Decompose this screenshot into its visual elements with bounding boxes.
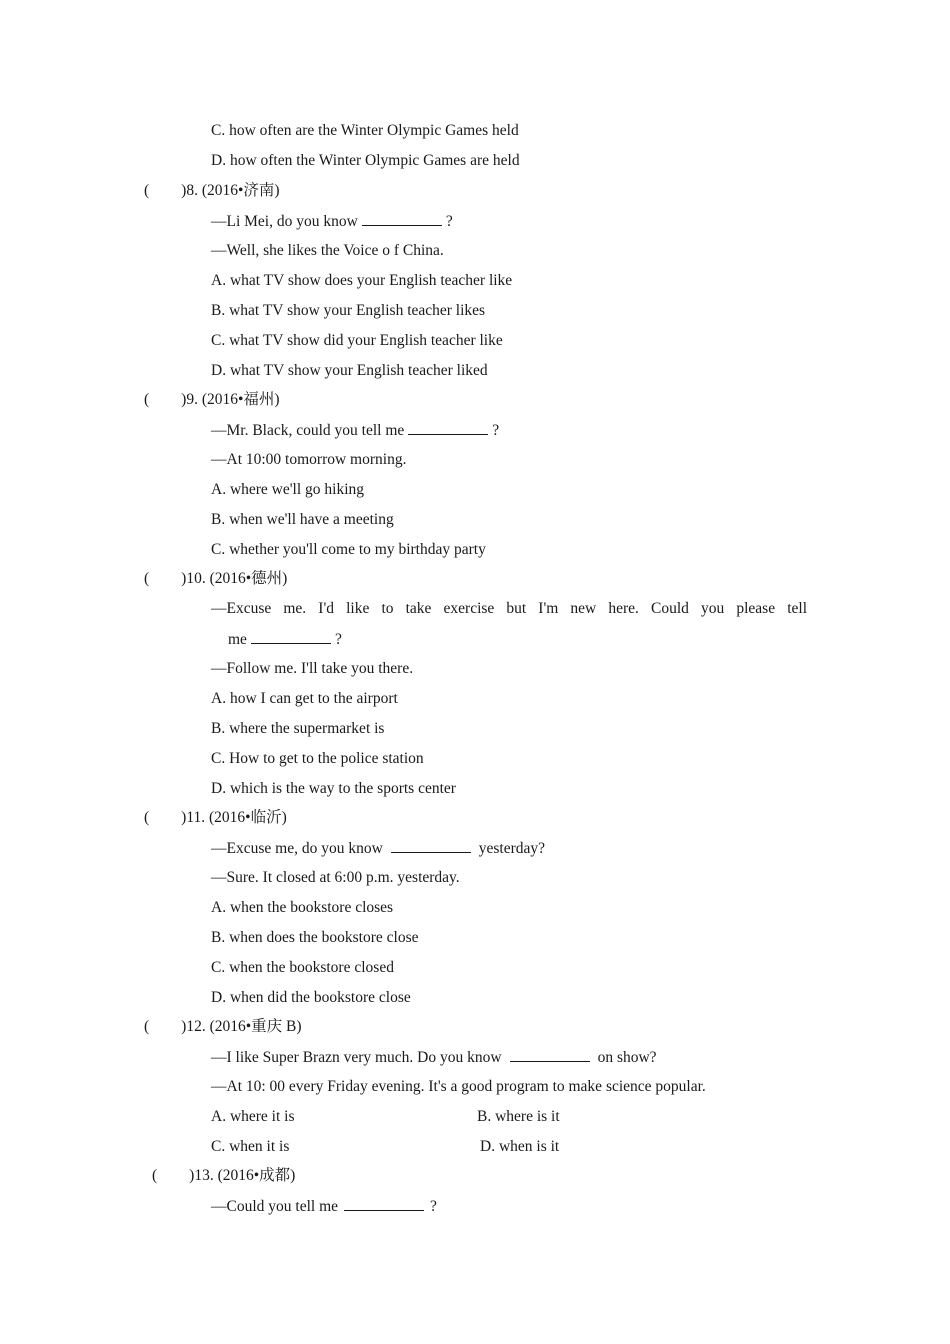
fill-blank[interactable] xyxy=(344,1196,424,1211)
prompt-text: —Mr. Black, could you tell me xyxy=(211,422,405,439)
fill-blank[interactable] xyxy=(362,211,442,226)
question-10-prompt: —Excuse me. I'd like to take exercise but I'm new here. Could you please tell xyxy=(211,600,807,617)
option-d-prev: D. how often the Winter Olympic Games are held xyxy=(211,152,520,169)
question-11-number: )11. (2016•临沂) xyxy=(181,809,287,826)
question-11-prompt xyxy=(211,838,545,859)
question-10-prompt-cont xyxy=(228,629,342,650)
prompt-end: on show? xyxy=(597,1049,657,1066)
question-9-number: )9. (2016•福州) xyxy=(181,391,280,408)
prompt-end: ? xyxy=(445,213,453,230)
prompt-text: —Excuse me, do you know xyxy=(211,840,383,857)
question-13-number: )13. (2016•成都) xyxy=(189,1167,296,1184)
question-10-option-a: A. how I can get to the airport xyxy=(211,690,398,707)
question-12-prompt xyxy=(211,1047,657,1068)
question-10-option-d: D. which is the way to the sports center xyxy=(211,780,456,797)
question-10-option-c: C. How to get to the police station xyxy=(211,750,424,767)
question-9-response: —At 10:00 tomorrow morning. xyxy=(211,451,407,468)
fill-blank[interactable] xyxy=(408,420,488,435)
answer-paren: ( xyxy=(152,1167,158,1184)
option-c-prev: C. how often are the Winter Olympic Games held xyxy=(211,122,519,139)
prompt-text: —Could you tell me xyxy=(211,1198,339,1215)
question-11-option-d: D. when did the bookstore close xyxy=(211,989,411,1006)
question-13-prompt xyxy=(211,1196,437,1217)
question-9-option-a: A. where we'll go hiking xyxy=(211,481,365,498)
question-9-option-b: B. when we'll have a meeting xyxy=(211,511,394,528)
answer-paren: ( xyxy=(144,809,150,826)
question-11-option-b: B. when does the bookstore close xyxy=(211,929,419,946)
prompt-end: ? xyxy=(334,631,342,648)
prompt-end: yesterday? xyxy=(478,840,546,857)
question-11-response: —Sure. It closed at 6:00 p.m. yesterday. xyxy=(211,869,460,886)
fill-blank[interactable] xyxy=(510,1047,590,1062)
answer-paren: ( xyxy=(144,1018,150,1035)
fill-blank[interactable] xyxy=(251,629,331,644)
question-12-option-a: A. where it is xyxy=(211,1108,295,1125)
answer-paren: ( xyxy=(144,570,150,587)
prompt-text: me xyxy=(228,631,247,648)
question-8-header xyxy=(144,181,280,201)
question-8-option-a: A. what TV show does your English teacher like xyxy=(211,272,513,289)
question-9-prompt xyxy=(211,420,499,441)
question-12-option-b: B. where is it xyxy=(477,1108,560,1125)
question-12-header xyxy=(144,1017,302,1037)
fill-blank[interactable] xyxy=(391,838,471,853)
answer-paren: ( xyxy=(144,182,150,199)
question-10-response: —Follow me. I'll take you there. xyxy=(211,660,414,677)
question-9-header xyxy=(144,390,280,410)
question-8-number: )8. (2016•济南) xyxy=(181,182,280,199)
question-12-option-d: D. when is it xyxy=(480,1138,560,1155)
question-10-number: )10. (2016•德州) xyxy=(181,570,288,587)
question-13-header xyxy=(152,1166,295,1186)
question-8-prompt xyxy=(211,211,453,232)
question-8-option-b: B. what TV show your English teacher likes xyxy=(211,302,486,319)
question-11-option-a: A. when the bookstore closes xyxy=(211,899,394,916)
question-12-option-c: C. when it is xyxy=(211,1138,290,1155)
question-10-header xyxy=(144,569,287,589)
question-12-number: )12. (2016•重庆 B) xyxy=(181,1018,302,1035)
answer-paren: ( xyxy=(144,391,150,408)
question-12-response: —At 10: 00 every Friday evening. It's a good program to make science popular. xyxy=(211,1078,706,1095)
prompt-text: —Li Mei, do you know xyxy=(211,213,358,230)
question-8-response: —Well, she likes the Voice o f China. xyxy=(211,242,444,259)
prompt-end: ? xyxy=(430,1198,437,1215)
prompt-end: ? xyxy=(492,422,500,439)
question-9-option-c: C. whether you'll come to my birthday party xyxy=(211,541,486,558)
question-8-option-d: D. what TV show your English teacher liked xyxy=(211,362,488,379)
question-8-option-c: C. what TV show did your English teacher like xyxy=(211,332,503,349)
question-11-option-c: C. when the bookstore closed xyxy=(211,959,394,976)
prompt-text: —I like Super Brazn very much. Do you know xyxy=(211,1049,502,1066)
question-10-option-b: B. where the supermarket is xyxy=(211,720,385,737)
question-11-header xyxy=(144,808,287,828)
